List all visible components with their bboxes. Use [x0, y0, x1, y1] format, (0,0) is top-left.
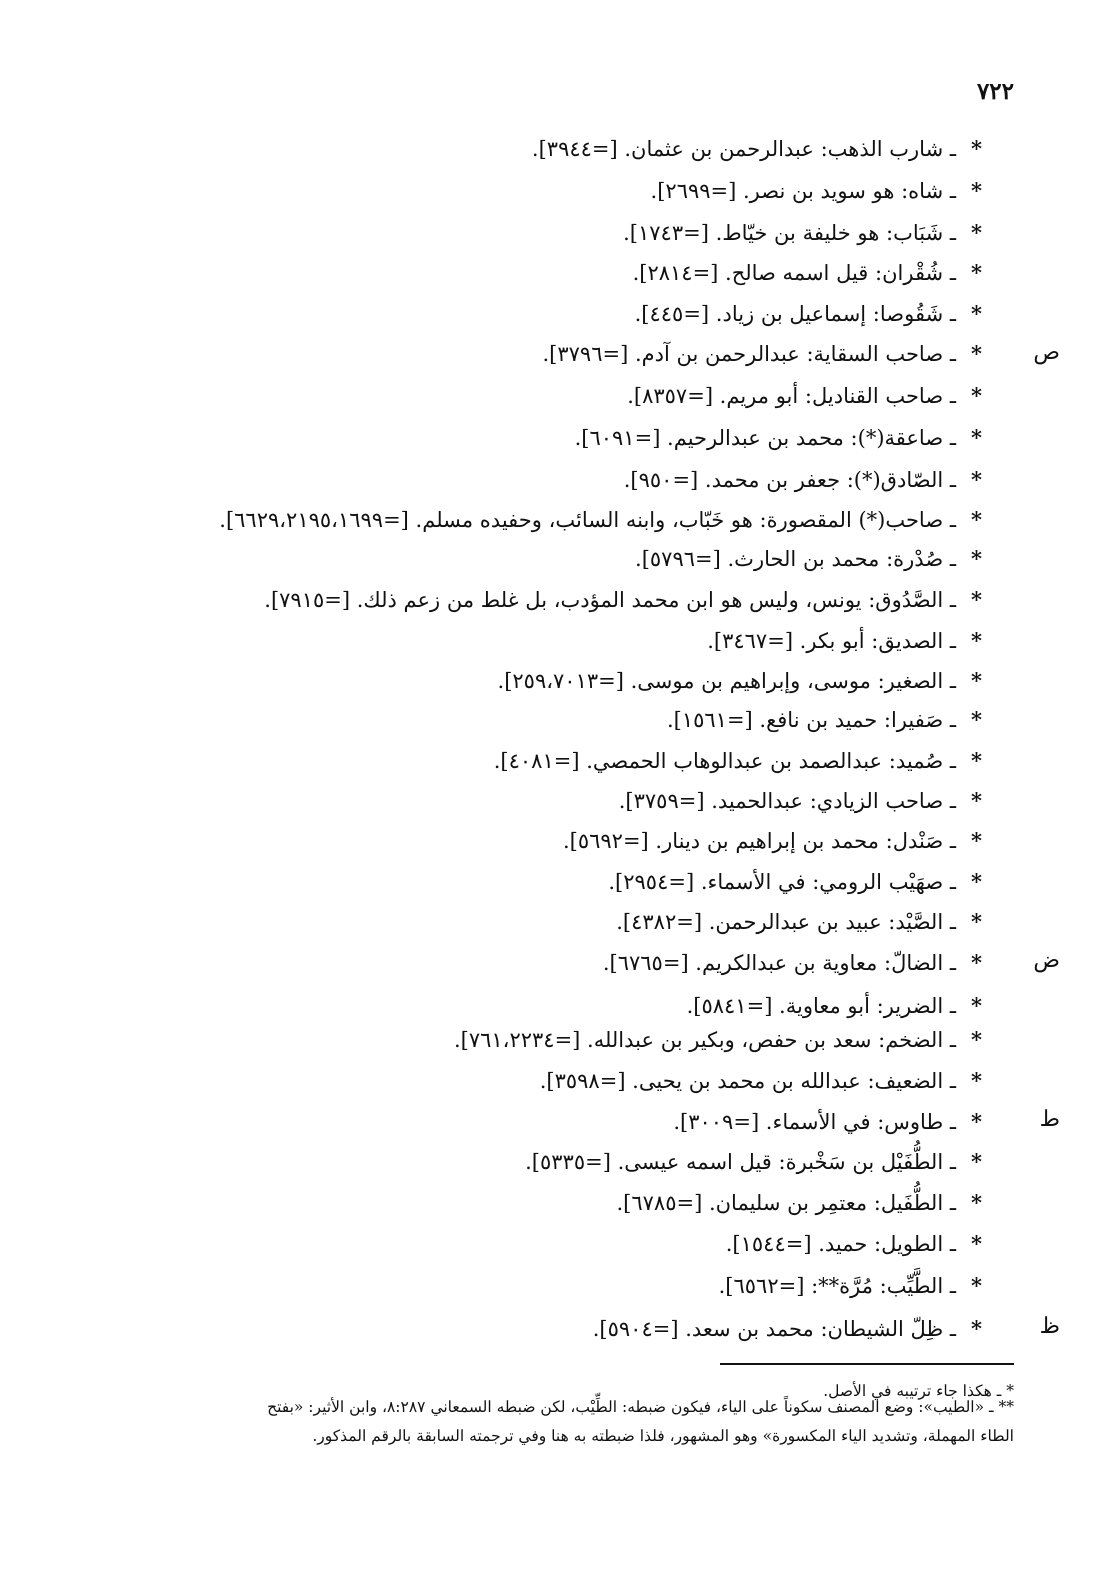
entry-text: ـ صاحب(*) المقصورة: هو خَبّاب، وابنه السائب، وحفيده مسلم. [=٦٦٢٩،٢١٩٥،١٦٩٩].: [219, 508, 956, 532]
entry-text: ـ الضخم: سعد بن حفص، وبكير بن عبدالله. [=٧٦١،٢٢٣٤].: [453, 1028, 956, 1052]
section-letter: ظ: [1039, 1314, 1060, 1339]
entry-line: [40, 220, 982, 246]
entry-text: ـ صاحب الزيادي: عبدالحميد. [=٣٧٥٩].: [618, 789, 956, 813]
entry-line: [40, 748, 982, 774]
footnote-line: * ـ هكذا جاء ترتيبه في الأصل.: [823, 1382, 1014, 1400]
entry-line: [40, 993, 982, 1019]
entry-bullet: *: [971, 507, 982, 532]
entry-bullet: *: [971, 136, 982, 161]
page-number: ٧٢٢: [976, 78, 1014, 105]
entry-text: ـ الصغير: موسى، وإبراهيم بن موسى. [=٢٥٩،٧٠١٣].: [497, 669, 956, 693]
entry-line: [40, 507, 982, 533]
footnote-line: الطاء المهملة، وتشديد الياء المكسورة» وهو المشهور، فلذا ضبطته به هنا وفي ترجمته السابقة بالرقم المذكور.: [312, 1427, 1014, 1445]
entry-text: ـ صهَيْب الرومي: في الأسماء. [=٢٩٥٤].: [608, 870, 956, 894]
entry-text: ـ صُدْرة: محمد بن الحارث. [=٥٧٩٦].: [635, 547, 956, 571]
entry-text: ـ شُقْران: قيل اسمه صالح. [=٢٨١٤].: [632, 261, 956, 285]
entry-line: [40, 136, 982, 162]
entry-line: [40, 1231, 982, 1257]
entry-text: ـ صاحب السقاية: عبدالرحمن بن آدم. [=٣٧٩٦].: [542, 342, 956, 366]
entry-bullet: *: [971, 1109, 982, 1134]
entry-line: [40, 301, 982, 327]
section-letter: ط: [1039, 1107, 1060, 1132]
entry-text: ـ الطُّفَيل: معتمِر بن سليمان. [=٦٧٨٥].: [616, 1191, 956, 1215]
entry-line: [40, 1109, 982, 1135]
entry-bullet: *: [971, 869, 982, 894]
entry-line: [40, 1273, 982, 1299]
entry-text: ـ الطويل: حميد. [=١٥٤٤].: [725, 1232, 956, 1256]
entry-text: ـ الضرير: أبو معاوية. [=٥٨٤١].: [686, 994, 956, 1018]
entry-bullet: *: [971, 668, 982, 693]
entry-bullet: *: [971, 788, 982, 813]
entry-line: [40, 1027, 982, 1053]
entry-bullet: *: [971, 1149, 982, 1174]
footnote-separator: [720, 1363, 1014, 1365]
entry-bullet: *: [971, 628, 982, 653]
entry-bullet: *: [971, 1068, 982, 1093]
entry-line: [40, 1190, 982, 1216]
entry-text: ـ شاه: هو سويد بن نصر. [=٢٦٩٩].: [650, 179, 956, 203]
entry-text: ـ شارب الذهب: عبدالرحمن بن عثمان. [=٣٩٤٤].: [531, 137, 956, 161]
entry-text: ـ شَبَاب: هو خليفة بن خيّاط. [=١٧٤٣].: [623, 221, 956, 245]
entry-bullet: *: [971, 178, 982, 203]
entry-bullet: *: [971, 1316, 982, 1341]
entry-text: ـ الطُّفَيْل بن سَخْبرة: قيل اسمه عيسى. [=٥٣٣٥].: [525, 1150, 956, 1174]
entry-line: [40, 1316, 982, 1342]
entry-bullet: *: [971, 546, 982, 571]
entry-bullet: *: [971, 1190, 982, 1215]
entry-text: ـ الصَّيْد: عبيد بن عبدالرحمن. [=٤٣٨٢].: [616, 910, 956, 934]
entry-line: [40, 425, 982, 451]
entry-text: ـ صاحب القناديل: أبو مريم. [=٨٣٥٧].: [627, 384, 956, 408]
entry-bullet: *: [971, 467, 982, 492]
entry-bullet: *: [971, 1231, 982, 1256]
entry-line: [40, 260, 982, 286]
entry-bullet: *: [971, 707, 982, 732]
entry-line: [40, 1068, 982, 1094]
entry-line: [40, 707, 982, 733]
entry-text: ـ شَقُوصا: إسماعيل بن زياد. [=٤٤٥].: [634, 302, 956, 326]
entry-line: [40, 383, 982, 409]
footnote-line: ** ـ «الطيب»: وضع المصنف سكوناً على الياء، فيكون ضبطه: الطِّيْب، لكن ضبطه السمعاني ٨:٢٨٧، وابن الأثير: «بفتح: [267, 1398, 1014, 1416]
entry-text: ـ الطَّيِّب: مُرَّة**: [=٦٥٦٢].: [718, 1274, 956, 1298]
entry-bullet: *: [971, 828, 982, 853]
entry-bullet: *: [971, 383, 982, 408]
entry-text: ـ الضالّ: معاوية بن عبدالكريم. [=٦٧٦٥].: [602, 951, 956, 975]
entry-line: [40, 467, 982, 493]
entry-text: ـ صُميد: عبدالصمد بن عبدالوهاب الحمصي. [=٤٠٨١].: [493, 749, 956, 773]
entry-bullet: *: [971, 1027, 982, 1052]
entry-bullet: *: [971, 909, 982, 934]
entry-line: [40, 1149, 982, 1175]
entry-line: [40, 909, 982, 935]
entry-line: [40, 828, 982, 854]
entry-text: ـ ظِلّ الشيطان: محمد بن سعد. [=٥٩٠٤].: [592, 1317, 956, 1341]
entry-line: [40, 950, 982, 976]
entry-text: ـ الصديق: أبو بكر. [=٣٤٦٧].: [707, 629, 956, 653]
entry-text: ـ صَنْدل: محمد بن إبراهيم بن دينار. [=٥٦٩٢].: [562, 829, 956, 853]
entry-bullet: *: [971, 748, 982, 773]
section-letter: ص: [1033, 340, 1060, 365]
entry-text: ـ صَفيرا: حميد بن نافع. [=١٥٦١].: [666, 708, 956, 732]
entry-bullet: *: [971, 425, 982, 450]
entry-line: [40, 788, 982, 814]
entry-line: [40, 668, 982, 694]
entry-line: [40, 869, 982, 895]
entry-bullet: *: [971, 220, 982, 245]
entry-text: ـ الصّادق(*): جعفر بن محمد. [=٩٥٠].: [623, 468, 956, 492]
entry-line: [40, 628, 982, 654]
entry-line: [40, 178, 982, 204]
entry-bullet: *: [971, 993, 982, 1018]
entry-bullet: *: [971, 1273, 982, 1298]
entry-line: [40, 341, 982, 367]
entry-bullet: *: [971, 950, 982, 975]
entry-text: ـ الصَّدُوق: يونس، وليس هو ابن محمد المؤدب، بل غلط من زعم ذلك. [=٧٩١٥].: [264, 588, 956, 612]
entry-text: ـ الضعيف: عبدالله بن محمد بن يحيى. [=٣٥٩٨].: [539, 1069, 956, 1093]
entry-text: ـ طاوس: في الأسماء. [=٣٠٠٩].: [673, 1110, 956, 1134]
entry-line: [40, 546, 982, 572]
entry-bullet: *: [971, 587, 982, 612]
entry-bullet: *: [971, 341, 982, 366]
entry-bullet: *: [971, 260, 982, 285]
entry-bullet: *: [971, 301, 982, 326]
entry-text: ـ صاعقة(*): محمد بن عبدالرحيم. [=٦٠٩١].: [574, 426, 956, 450]
entry-line: [40, 587, 982, 613]
section-letter: ض: [1033, 948, 1060, 973]
